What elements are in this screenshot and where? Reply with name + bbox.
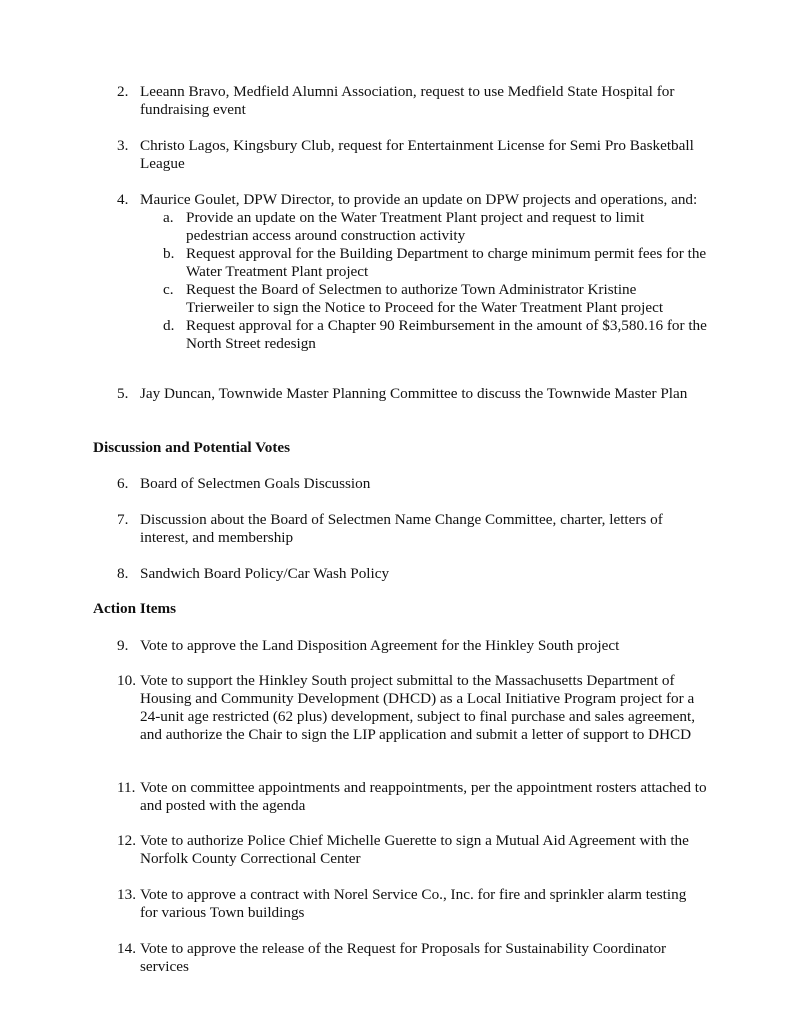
subitem-a bbox=[163, 209, 707, 245]
item-number: 10. bbox=[117, 672, 136, 689]
item-text: Discussion about the Board of Selectmen Name Change Committee, charter, letters of interest, and membership bbox=[140, 511, 663, 546]
subitem-letter: a. bbox=[163, 209, 174, 226]
agenda-item-10 bbox=[117, 672, 707, 744]
agenda-item-5 bbox=[117, 385, 707, 403]
agenda-item-8 bbox=[117, 565, 707, 583]
section-heading-discussion: Discussion and Potential Votes bbox=[93, 439, 291, 456]
subitem-text: Provide an update on the Water Treatment Plant project and request to limit pedestrian access around construction activity bbox=[186, 209, 645, 244]
item-text: Jay Duncan, Townwide Master Planning Committee to discuss the Townwide Master Plan bbox=[140, 385, 688, 402]
item-number: 6. bbox=[117, 475, 129, 492]
subitem-text: Request approval for a Chapter 90 Reimbursement in the amount of $3,580.16 for the North Street redesign bbox=[186, 317, 707, 352]
item-text: Christo Lagos, Kingsbury Club, request for Entertainment License for Semi Pro Basketball League bbox=[140, 137, 694, 172]
agenda-item-7 bbox=[117, 511, 707, 547]
item-number: 3. bbox=[117, 137, 129, 154]
item-text: Vote to authorize Police Chief Michelle Guerette to sign a Mutual Aid Agreement with the Norfolk County Correctional Center bbox=[140, 832, 689, 867]
section-heading-action: Action Items bbox=[93, 600, 177, 617]
item-text: Vote on committee appointments and reappointments, per the appointment rosters attached to and posted with the agenda bbox=[140, 779, 707, 814]
subitem-b bbox=[163, 245, 707, 281]
subitem-text: Request the Board of Selectmen to authorize Town Administrator Kristine Trierweiler to sign the Notice to Proceed for the Water Treatment Plant project bbox=[186, 281, 664, 316]
item-number: 2. bbox=[117, 83, 129, 100]
agenda-item-4 bbox=[117, 191, 707, 353]
item-number: 7. bbox=[117, 511, 129, 528]
item-text: Vote to approve the release of the Request for Proposals for Sustainability Coordinator services bbox=[140, 940, 667, 975]
item-number: 13. bbox=[117, 886, 136, 903]
item-text: Vote to approve a contract with Norel Service Co., Inc. for fire and sprinkler alarm testing for various Town buildings bbox=[140, 886, 687, 921]
agenda-item-12 bbox=[117, 832, 707, 868]
item-number: 9. bbox=[117, 637, 129, 654]
item-text: Board of Selectmen Goals Discussion bbox=[140, 475, 371, 492]
item-text: Maurice Goulet, DPW Director, to provide an update on DPW projects and operations, and: bbox=[140, 191, 698, 208]
subitem-letter: c. bbox=[163, 281, 174, 298]
item-text: Vote to approve the Land Disposition Agreement for the Hinkley South project bbox=[140, 637, 620, 654]
subitem-letter: d. bbox=[163, 317, 175, 334]
subitem-c bbox=[163, 281, 707, 317]
agenda-item-11 bbox=[117, 779, 707, 815]
item-number: 8. bbox=[117, 565, 129, 582]
agenda-item-14 bbox=[117, 940, 707, 976]
agenda-item-13 bbox=[117, 886, 707, 922]
subitem-d bbox=[163, 317, 707, 353]
item-number: 4. bbox=[117, 191, 129, 208]
item-text: Leeann Bravo, Medfield Alumni Association, request to use Medfield State Hospital for fundraising event bbox=[140, 83, 675, 118]
item-text: Sandwich Board Policy/Car Wash Policy bbox=[140, 565, 390, 582]
agenda-item-6 bbox=[117, 475, 707, 493]
item-text: Vote to support the Hinkley South project submittal to the Massachusetts Department of Housing and Community Development (DHCD) as a Local Initiative Program project for a 24-unit age restricted (62 plus) development, subject to final purchase and sales agreement, and authorize the Chair to sign the LIP application and submit a letter of support to DHCD bbox=[140, 672, 695, 743]
item-number: 14. bbox=[117, 940, 136, 957]
agenda-item-3 bbox=[117, 137, 707, 173]
item-number: 12. bbox=[117, 832, 136, 849]
agenda-item-2 bbox=[117, 83, 707, 119]
subitem-text: Request approval for the Building Department to charge minimum permit fees for the Water Treatment Plant project bbox=[186, 245, 707, 280]
item-number: 5. bbox=[117, 385, 129, 402]
item-number: 11. bbox=[117, 779, 136, 796]
subitem-letter: b. bbox=[163, 245, 175, 262]
agenda-item-9 bbox=[117, 637, 707, 655]
